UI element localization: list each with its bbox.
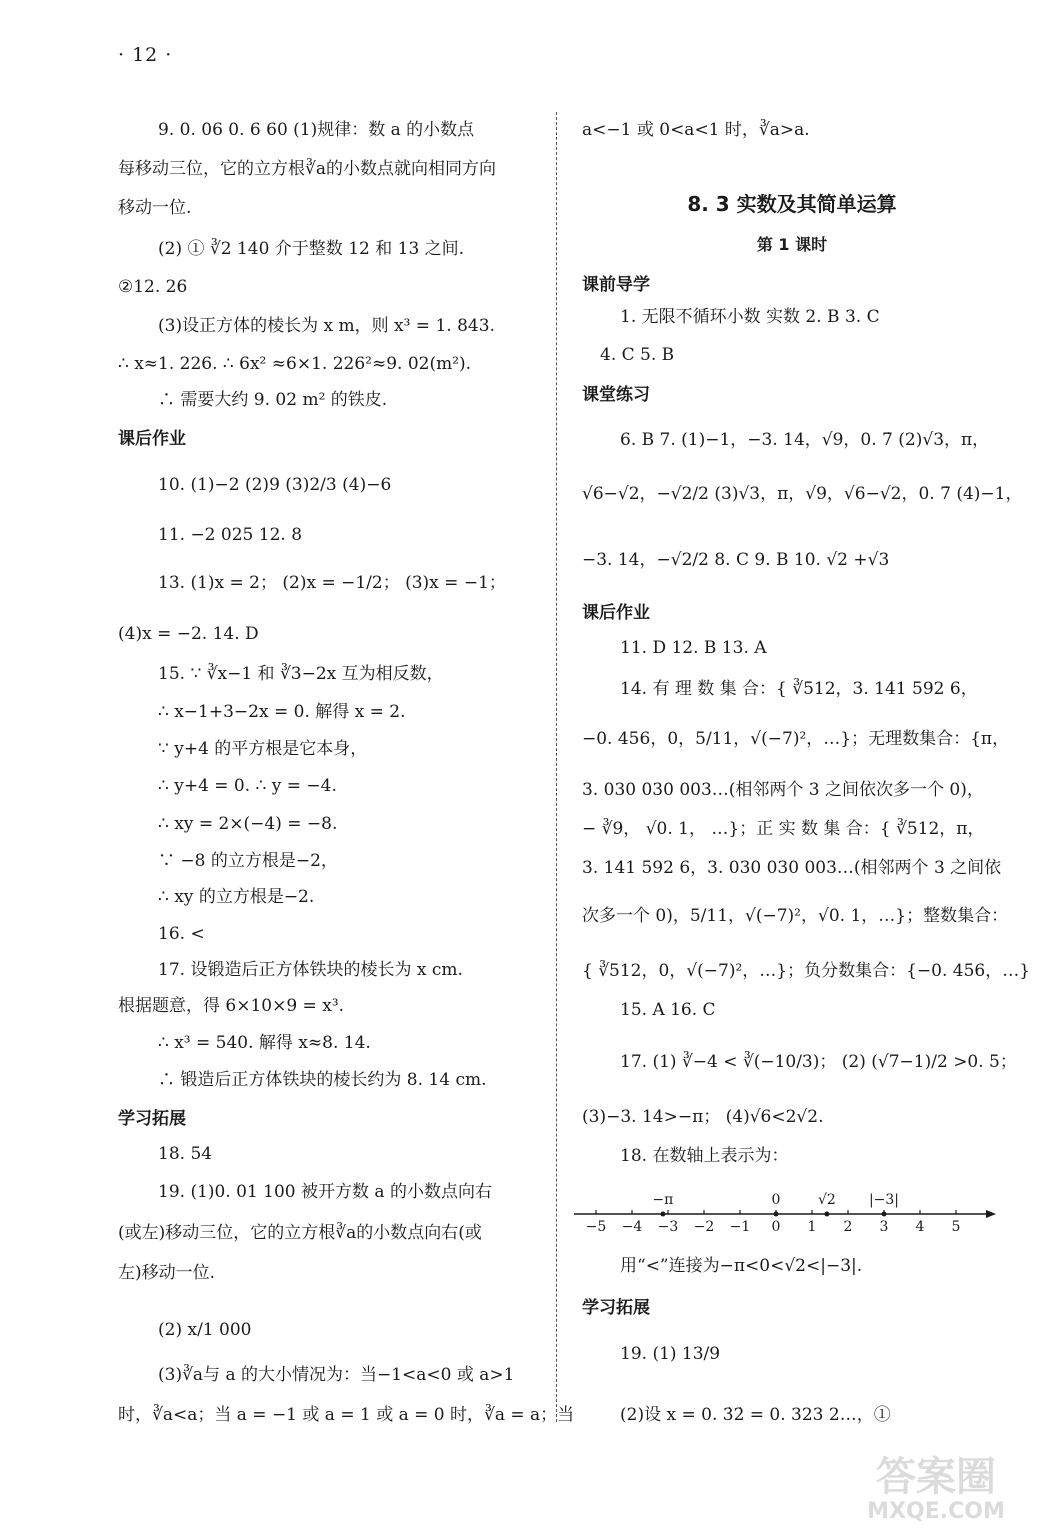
answer-line: √6−√2，−√2/2 (3)√3，π，√9，√6−√2，0. 7̇ (4)−1， [582,484,1023,504]
answer-line: ∴ xy = 2×(−4) = −8. [158,814,338,834]
answer-line: ∴ y+4 = 0. ∴ y = −4. [158,776,337,796]
number-line-arrow [986,1210,996,1218]
number-line-point [882,1212,887,1217]
number-line-point-label: 0 [771,1192,781,1208]
answer-line: (2)设 x = 0. 3̇2̇ = 0. 323 2…，① [620,1405,891,1425]
answer-line: (3)设正方体的棱长为 x m，则 x³ = 1. 843. [158,316,495,336]
section-heading-extension: 学习拓展 [582,1298,650,1318]
answer-line: − ∛9， √0. 1， …}；正 实 数 集 合：{ ∛512，π， [582,819,985,839]
answer-line: (3)∛a与 a 的大小情况为：当−1<a<0 或 a>1 [158,1365,515,1385]
answer-line: 17. 设锻造后正方体铁块的棱长为 x cm. [158,960,463,980]
answer-line: 17. (1) ∛−4 < ∛(−10/3)； (2) (√7−1)/2 >0. 5； [620,1052,1017,1072]
chapter-title: 8. 3 实数及其简单运算 [687,192,897,216]
answer-line: (2) ① ∛2 140 介于整数 12 和 13 之间. [158,239,465,259]
section-heading-homework: 课后作业 [118,429,186,449]
answer-line: ∴ 锻造后正方体铁块的棱长约为 8. 14 cm. [158,1070,487,1090]
answer-line: { ∛512，0，√(−7)²，…}；负分数集合：{−0. 456，…} [582,961,1031,981]
answer-line: −0. 456，0，5/11，√(−7)²，…}；无理数集合：{π， [582,729,1010,749]
answer-line: ∴ 需要大约 9. 02 m² 的铁皮. [158,390,388,410]
number-line-point [660,1212,665,1217]
answer-line: 用“<”连接为−π<0<√2<|−3|. [620,1256,863,1276]
lesson-title: 第 1 课时 [756,235,828,254]
answer-line: 15. ∵ ∛x−1 和 ∛3−2x 互为相反数， [158,664,444,684]
section-heading-extension: 学习拓展 [118,1109,186,1129]
number-line-tick-label: −3 [657,1219,679,1235]
answer-line: 3. 141 592 6，3. 030 030 003…(相邻两个 3 之间依 [582,858,1002,878]
answer-line: 4. C 5. B [600,345,675,365]
answer-line: 次多一个 0)，5/11，√(−7)²，√0. 1，…}；整数集合： [582,906,1009,926]
section-heading-practice: 课堂练习 [582,385,650,405]
number-line-tick-label: −2 [693,1219,715,1235]
answer-line: 移动一位. [118,198,192,218]
answer-line: (2) x/1 000 [158,1320,252,1340]
answer-line: 11. D 12. B 13. A [620,638,767,658]
watermark-logo [836,1446,1036,1526]
answer-line: 6. B 7. (1)−1，−3. 14，√9，0. 7̇ (2)√3，π， [620,430,990,450]
answer-line: ∴ x≈1. 226. ∴ 6x² ≈6×1. 226²≈9. 02(m²). [118,354,472,374]
answer-line: 19. (1)0. 01 100 被开方数 a 的小数点向右 [158,1182,492,1202]
answer-line: (3)−3. 14>−π； (4)√6<2√2. [582,1107,824,1127]
answer-line: (或左)移动三位，它的立方根∛a的小数点向右(或 [118,1223,482,1243]
answer-line: 18. 54 [158,1144,213,1164]
answer-line: 时，∛a<a；当 a = −1 或 a = 1 或 a = 0 时，∛a = a；当 [118,1405,575,1425]
number-line-tick-label: −4 [621,1219,643,1235]
column-divider [556,112,557,1422]
number-line-tick-label: 1 [807,1219,817,1235]
answer-line: ∴ x−1+3−2x = 0. 解得 x = 2. [158,702,406,722]
answer-line: 3. 030 030 003…(相邻两个 3 之间依次多一个 0)， [582,780,984,800]
number-line-tick-label: −5 [585,1219,607,1235]
answer-line: 13. (1)x = 2； (2)x = −1/2； (3)x = −1； [158,573,506,593]
number-line-point-label: −π [652,1192,674,1208]
number-line-tick-label: 2 [843,1219,853,1235]
answer-line: ∵ y+4 的平方根是它本身， [158,739,368,759]
answer-line: 根据题意，得 6×10×9 = x³. [118,996,345,1016]
number-line-tick-label: 5 [951,1219,961,1235]
answer-line: 10. (1)−2 (2)9 (3)2/3 (4)−6 [158,475,392,495]
number-line-point-label: √2 [817,1192,836,1208]
number-line-tick-label: 0 [771,1219,781,1235]
page-number: · 12 · [118,44,173,66]
number-line-point [774,1212,779,1217]
number-line [574,1186,998,1242]
answer-line: 19. (1) 13/9 [620,1344,721,1364]
section-heading-preview: 课前导学 [582,275,650,295]
answer-line: 14. 有 理 数 集 合：{ ∛512，3. 141 592 6， [620,679,978,699]
answer-line: ∴ xy 的立方根是−2. [158,887,315,907]
number-line-point [824,1212,829,1217]
number-line-tick-label: −1 [729,1219,751,1235]
answer-line: 15. A 16. C [620,1000,716,1020]
answer-line: ②12. 26 [118,277,188,297]
answer-line: 11. −2 025 12. 8 [158,525,303,545]
answer-line: a<−1 或 0<a<1 时，∛a>a. [582,120,810,140]
answer-line: ∴ x³ = 540. 解得 x≈8. 14. [158,1033,371,1053]
answer-line: 每移动三位，它的立方根∛a的小数点就向相同方向 [118,159,496,179]
answer-line: 左)移动一位. [118,1263,216,1283]
answer-line: 16. < [158,924,205,944]
answer-line: −3. 14，−√2/2 8. C 9. B 10. √2 +√3 [582,550,890,570]
number-line-tick-label: 4 [915,1219,925,1235]
answer-line: 18. 在数轴上表示为： [620,1146,789,1166]
section-heading-homework: 课后作业 [582,603,650,623]
answer-line: (4)x = −2. 14. D [118,624,259,644]
answer-line: 1. 无限不循环小数 实数 2. B 3. C [620,307,880,327]
number-line-point-label: |−3| [868,1192,900,1208]
svg-text:答案圈: 答案圈 [876,1454,996,1500]
answer-line: 9. 0. 06 0. 6 60 (1)规律：数 a 的小数点 [158,120,475,140]
number-line-tick-label: 3 [879,1219,889,1235]
svg-text:MXQE.COM: MXQE.COM [867,1499,1005,1524]
answer-line: ∵ −8 的立方根是−2， [158,851,338,871]
